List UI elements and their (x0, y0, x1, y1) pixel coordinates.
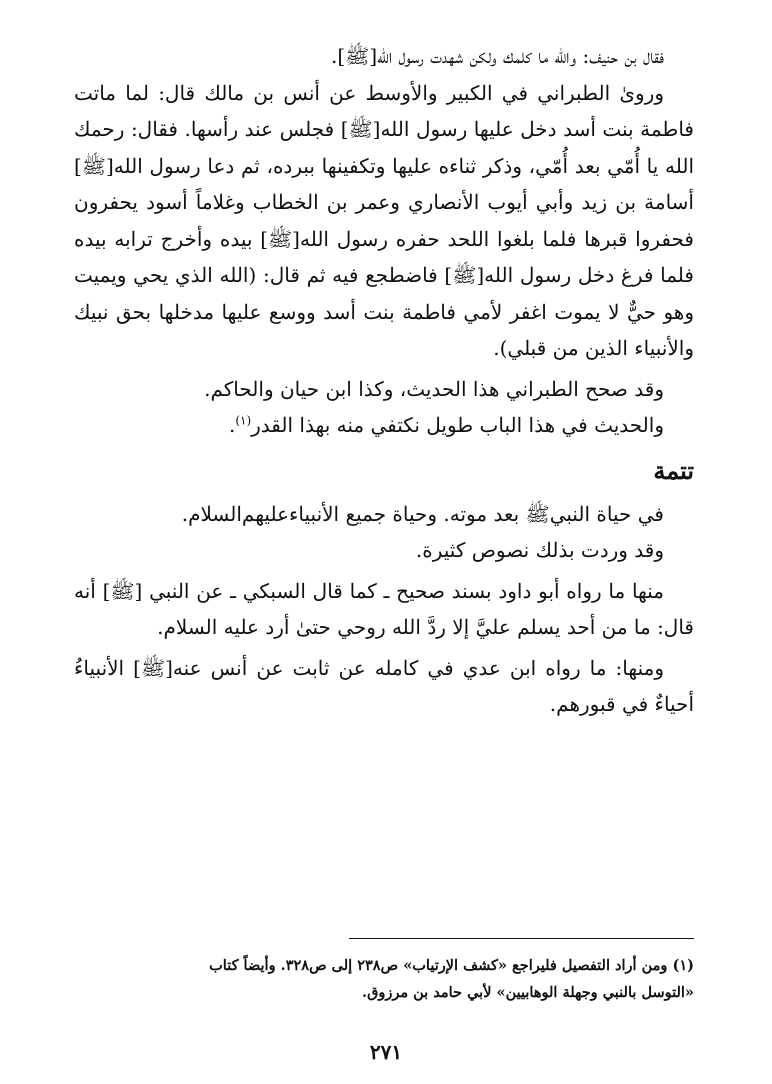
section-heading: تتمة (653, 455, 694, 485)
footnote (74, 952, 694, 1006)
footnote-marker: (١) (235, 413, 252, 428)
paragraph-4: والحديث في هذا الباب طويل نكتفي منه بهذا القدر$^{(١)}$. (228, 413, 664, 437)
paragraph-1: فقال بن حنيف: والله ما كلمك ولكن شهدت رسول الله[ﷺ]. (331, 44, 664, 68)
footnote-line-2: «التوسل بالنبي وجهلة الوهابيين» لأبي حامد بن مرزوق. (362, 984, 694, 1001)
paragraph-6: وقد وردت بذلك نصوص كثيرة. (415, 538, 664, 562)
paragraph-8: ومنها: ما رواه ابن عدي في كامله عن ثابت عن أنس عنه[ﷺ] الأنبياءُ أحياءٌ في قبورهم. (74, 655, 694, 716)
paragraph-3: وقد صحح الطبراني هذا الحديث، وكذا ابن حيان والحاكم. (204, 376, 664, 401)
paragraph-4-text: والحديث في هذا الباب طويل نكتفي منه بهذا القدر (251, 413, 664, 437)
paragraph-5: في حياة النبيﷺ بعد موته. وحياة جميع الأنبياء‌عليهم‌السلام. (181, 501, 664, 526)
paragraph-2: وروىٰ الطبراني في الكبير والأوسط عن أنس بن مالك قال: لما ماتت فاطمة بنت أسد دخل عليها رسول الله[ﷺ] فجلس عند رأسها. فقال: رحمك الله يا أُمّي بعد أُمّي، وذكر ثناءه عليها وتكفينها ببرده، ثم دعا رسول الله[ﷺ] أسامة بن زيد وأبي أيوب الأنصاري وعمر بن الخطاب وغلاماً أسود يحفرون فحفروا قبرها فلما بلغوا اللحد حفره رسول الله[ﷺ] بيده وأخرج ترابه بيده فلما فرغ دخل رسول الله[ﷺ] فاضطجع فيه ثم قال: (الله الذي يحي ويميت وهو حيٌّ لا يموت اغفر لأمي فاطمة بنت أسد ووسع عليها مدخلها بحق نبيك والأنبياء الذين من قبلي). (74, 80, 694, 360)
paragraph-7: منها ما رواه أبو داود بسند صحيح ـ كما قال السبكي ـ عن النبي [ﷺ] أنه قال: ما من أحد يسلم عليَّ إلا ردَّ الله روحي حتىٰ أرد عليه السلام. (74, 578, 694, 639)
page-number: ٢٧١ (369, 1040, 403, 1064)
footnote-line-1: (١) ومن أراد التفصيل فليراجع «كشف الإرتياب» ص٢٣٨ إلى ص٣٢٨. وأيضاً كتاب (209, 957, 694, 974)
footnote-divider (349, 938, 694, 939)
